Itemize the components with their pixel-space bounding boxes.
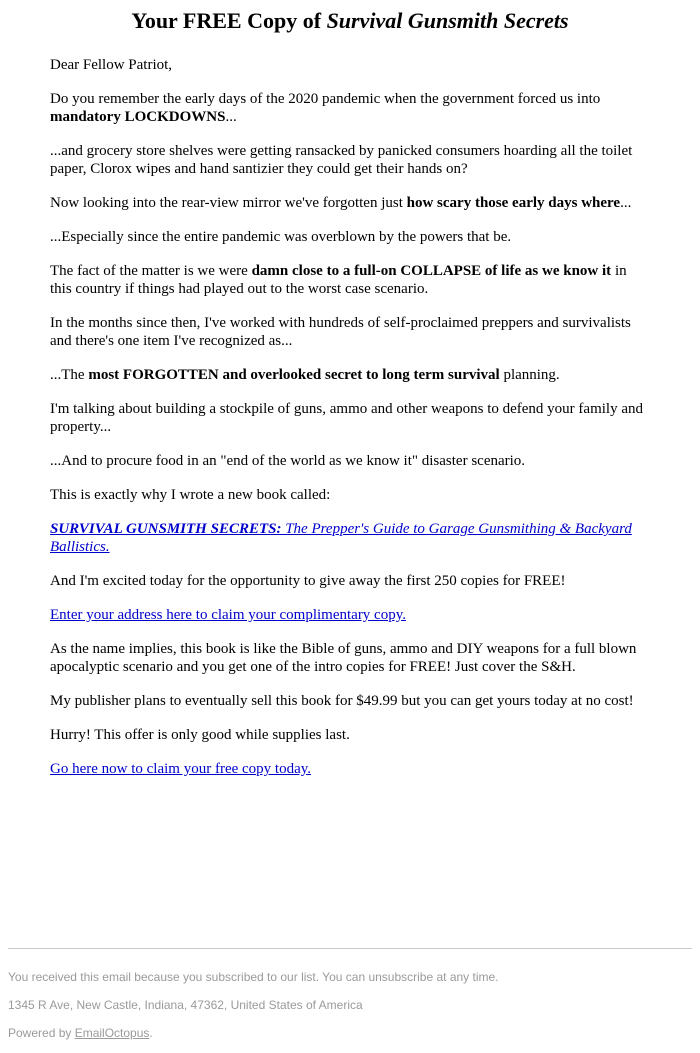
paragraph-preppers: In the months since then, I've worked with hundreds of self-proclaimed preppers and survivalists and there's one item I've recognized as... (50, 315, 631, 349)
email-title (0, 8, 700, 34)
email-footer (8, 948, 692, 1040)
powered-by-period: . (149, 1026, 153, 1040)
claim-address-link[interactable]: Enter your address here to claim your complimentary copy. (50, 607, 406, 623)
paragraph-text: Do you remember the early days of the 2020 pandemic when the government forced us into (50, 91, 601, 107)
bold-text: damn close to a full-on COLLAPSE of life as we know it (251, 263, 612, 279)
paragraph-new-book: This is exactly why I wrote a new book called: (50, 487, 331, 503)
paragraph-shelves: ...and grocery store shelves were getting ransacked by panicked consumers hoarding all the toilet paper, Clorox wipes and hand santizier they could get their hands on? (50, 143, 633, 177)
paragraph-rear-view (50, 194, 650, 212)
paragraph-stockpile: I'm talking about building a stockpile of guns, ammo and other weapons to defend your family and property... (50, 401, 643, 435)
claim-link-paragraph (50, 606, 650, 624)
title-book-name: Survival Gunsmith Secrets (326, 8, 569, 33)
paragraph-text: Now looking into the rear-view mirror we've forgotten just (50, 195, 407, 211)
book-link-paragraph (50, 520, 650, 556)
paragraph-text: planning. (499, 367, 560, 383)
sender-address: 1345 R Ave, New Castle, Indiana, 47362, United States of America (8, 998, 363, 1012)
paragraph-hurry: Hurry! This offer is only good while supplies last. (50, 727, 350, 743)
greeting: Dear Fellow Patriot, (50, 57, 173, 73)
powered-by (8, 1025, 153, 1041)
bold-text: mandatory LOCKDOWNS (50, 109, 226, 125)
paragraph-lockdowns (50, 90, 650, 126)
paragraph-forgotten-secret (50, 366, 650, 384)
emailoctopus-link[interactable]: EmailOctopus (74, 1026, 150, 1040)
paragraph-giveaway: And I'm excited today for the opportunity to give away the first 250 copies for FREE! (50, 573, 566, 589)
claim-free-copy-link[interactable]: Go here now to claim your free copy today. (50, 761, 312, 777)
paragraph-text: ...The (50, 367, 89, 383)
paragraph-text: in this country if things had played out to the worst case scenario. (50, 263, 627, 297)
final-link-paragraph (50, 760, 650, 778)
paragraph-bible: As the name implies, this book is like the Bible of guns, ammo and DIY weapons for a full blown apocalyptic scenario and you get one of the intro copies for FREE! Just cover the S&H. (50, 641, 637, 675)
paragraph-overblown: ...Especially since the entire pandemic was overblown by the powers that be. (50, 229, 512, 245)
book-link-bold: SURVIVAL GUNSMITH SECRETS: (50, 521, 282, 537)
book-title-link[interactable] (50, 521, 632, 555)
title-text: Your FREE Copy of (131, 8, 327, 33)
paragraph-food: ...And to procure food in an "end of the world as we know it" disaster scenario. (50, 453, 526, 469)
bold-text: most FORGOTTEN and overlooked secret to long term survival (88, 367, 500, 383)
paragraph-price: My publisher plans to eventually sell this book for $49.99 but you can get yours today at no cost! (50, 693, 634, 709)
paragraph-text: The fact of the matter is we were (50, 263, 252, 279)
paragraph-collapse (50, 262, 650, 298)
email-content (50, 56, 650, 794)
subscription-notice: You received this email because you subscribed to our list. You can unsubscribe at any time. (8, 970, 499, 984)
bold-text: how scary those early days where (406, 195, 621, 211)
paragraph-text: ... (225, 109, 237, 125)
powered-by-label: Powered by (8, 1026, 75, 1040)
paragraph-text: ... (620, 195, 632, 211)
book-link-subtitle: The Prepper's Guide to Garage Gunsmithing & Backyard Ballistics. (50, 521, 632, 555)
